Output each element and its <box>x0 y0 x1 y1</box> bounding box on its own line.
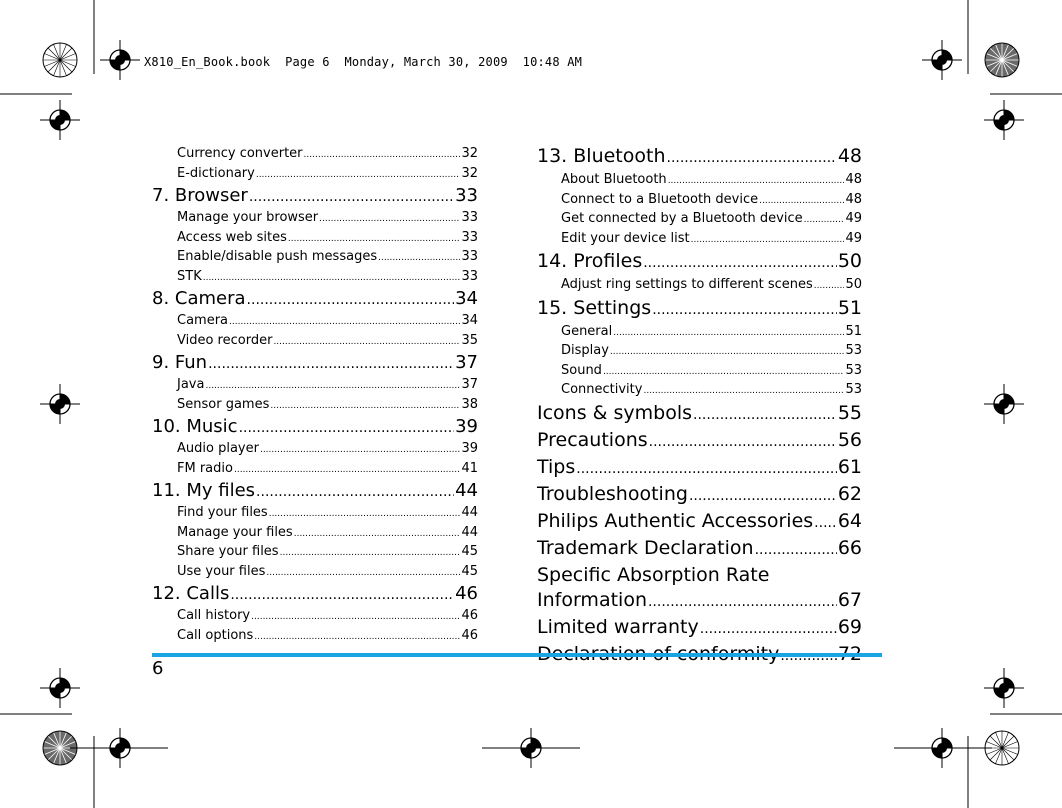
toc-entry-title: Sound <box>561 362 602 378</box>
toc-entry-page: 44 <box>461 505 478 520</box>
toc-entry-title: Share your files <box>177 544 279 559</box>
toc-entry-title: Specific Absorption Rate <box>537 563 770 586</box>
toc-entry-title: 14. Profiles <box>537 250 643 272</box>
toc-entry-title: 13. Bluetooth <box>537 145 666 167</box>
toc-entry-title: Camera <box>177 313 229 328</box>
toc-entry-title: Adjust ring settings to different scenes <box>561 277 813 292</box>
dot-leader <box>319 210 460 229</box>
toc-subentry[interactable] <box>152 563 478 583</box>
toc-entry-page: 66 <box>837 536 862 559</box>
dot-leader <box>247 288 455 312</box>
toc-entry-page: 39 <box>455 416 478 437</box>
dot-leader <box>270 397 460 416</box>
toc-chapter-entry[interactable] <box>152 287 478 312</box>
toc-entry-title: Manage your browser <box>177 210 319 225</box>
toc-subentry[interactable] <box>537 230 862 250</box>
dot-leader <box>249 185 454 209</box>
toc-subentry[interactable] <box>537 210 862 230</box>
toc-entry-page: 35 <box>461 332 478 348</box>
toc-subentry[interactable] <box>152 504 478 524</box>
toc-subentry[interactable] <box>152 248 478 268</box>
toc-subentry[interactable] <box>152 332 478 352</box>
toc-entry-title: About Bluetooth <box>561 172 667 187</box>
dot-leader <box>648 590 837 615</box>
toc-entry-title: Access web sites <box>177 229 287 245</box>
toc-entry-title: FM radio <box>177 460 233 476</box>
dot-leader <box>256 480 454 504</box>
toc-entry-page: 32 <box>461 165 478 181</box>
toc-entry-page: 51 <box>845 323 862 339</box>
toc-entry-title: Find your files <box>177 505 268 520</box>
toc-entry-title: Connectivity <box>561 382 643 397</box>
toc-entry-title: Call options <box>177 627 254 643</box>
toc-subentry[interactable] <box>152 376 478 396</box>
toc-entry-page: 45 <box>461 544 478 559</box>
toc-entry-page: 61 <box>837 455 862 478</box>
toc-entry-title: E-dictionary <box>177 165 255 181</box>
toc-subentry[interactable] <box>537 342 862 362</box>
toc-chapter-entry[interactable] <box>152 479 478 504</box>
dot-leader <box>613 324 844 343</box>
dot-leader <box>689 484 837 509</box>
toc-entry-page: 48 <box>837 145 862 167</box>
dot-leader <box>260 441 461 460</box>
toc-entry-title: General <box>561 323 613 339</box>
toc-entry-page: 67 <box>837 588 862 611</box>
toc-entry-page: 38 <box>461 396 478 412</box>
toc-entry-page: 33 <box>455 185 478 206</box>
toc-entry-page: 41 <box>461 460 478 476</box>
toc-subentry[interactable] <box>537 323 862 343</box>
toc-entry-title: 8. Camera <box>152 288 246 309</box>
toc-chapter-entry[interactable] <box>537 482 862 509</box>
toc-entry-page: 33 <box>461 268 478 284</box>
toc-chapter-entry[interactable] <box>537 563 862 588</box>
dot-leader <box>576 457 837 482</box>
toc-entry-page: 48 <box>845 191 862 207</box>
toc-subentry[interactable] <box>152 524 478 544</box>
dot-leader <box>205 377 460 396</box>
dot-leader <box>814 277 845 296</box>
toc-subentry[interactable] <box>152 209 478 229</box>
dot-leader <box>280 544 461 563</box>
dot-leader <box>239 416 455 440</box>
dot-leader <box>700 617 837 642</box>
toc-subentry[interactable] <box>152 607 478 627</box>
toc-entry-page: 39 <box>461 441 478 456</box>
dot-leader <box>203 269 461 288</box>
dot-leader <box>691 231 845 250</box>
toc-entry-page: 44 <box>455 480 478 501</box>
toc-entry-page: 50 <box>837 250 862 272</box>
toc-entry-page: 69 <box>837 615 862 638</box>
dot-leader <box>755 538 837 563</box>
toc-entry-title: 7. Browser <box>152 185 248 206</box>
toc-entry-page: 32 <box>461 146 478 161</box>
page-number: 6 <box>152 658 164 679</box>
toc-entry-title: Audio player <box>177 441 259 456</box>
toc-subentry[interactable] <box>537 191 862 211</box>
toc-entry-title: 12. Calls <box>152 583 230 604</box>
toc-chapter-entry[interactable] <box>537 428 862 455</box>
dot-leader <box>814 511 837 536</box>
toc-entry-title: 15. Settings <box>537 296 652 319</box>
toc-entry-title: Display <box>561 343 609 358</box>
toc-chapter-entry[interactable] <box>537 509 862 536</box>
toc-entry-title: Currency converter <box>177 146 303 161</box>
dot-leader <box>251 608 460 627</box>
dot-leader <box>269 505 461 524</box>
print-header-stamp: X810_En_Book.book Page 6 Monday, March 30, 2009 10:48 AM <box>144 55 583 69</box>
toc-subentry[interactable] <box>152 145 478 165</box>
dot-leader <box>643 382 844 401</box>
toc-entry-title: Manage your files <box>177 524 293 540</box>
footer-rule <box>152 653 882 657</box>
toc-chapter-entry[interactable] <box>152 415 478 440</box>
toc-subentry[interactable] <box>537 276 862 296</box>
dot-leader <box>603 363 845 382</box>
toc-chapter-entry[interactable] <box>537 588 862 615</box>
toc-subentry[interactable] <box>152 165 478 185</box>
toc-subentry[interactable] <box>152 396 478 416</box>
toc-entry-title: Troubleshooting <box>537 482 688 505</box>
toc-entry-title: Call history <box>177 608 251 623</box>
toc-entry-title: Icons & symbols <box>537 401 693 424</box>
toc-entry-page: 64 <box>837 509 862 532</box>
toc-entry-title: Video recorder <box>177 332 273 348</box>
toc-chapter-entry[interactable] <box>152 582 478 607</box>
dot-leader <box>294 525 461 544</box>
toc-right-column <box>537 144 862 669</box>
toc-entry-title: Edit your device list <box>561 230 690 246</box>
toc-entry-page: 34 <box>455 288 478 309</box>
toc-entry-page: 56 <box>837 428 862 451</box>
toc-subentry[interactable] <box>152 543 478 563</box>
toc-entry-page: 53 <box>845 343 862 358</box>
toc-entry-title: Use your files <box>177 563 266 579</box>
dot-leader <box>273 333 460 352</box>
dot-leader <box>229 313 460 332</box>
toc-chapter-entry[interactable] <box>537 455 862 482</box>
dot-leader <box>652 298 837 323</box>
dot-leader <box>230 583 454 607</box>
toc-chapter-entry[interactable] <box>537 615 862 642</box>
toc-subentry[interactable] <box>152 460 478 480</box>
toc-entry-page: 49 <box>845 211 862 226</box>
toc-entry-title: Enable/disable push messages <box>177 249 378 264</box>
toc-entry-title: Java <box>177 377 205 392</box>
toc-subentry[interactable] <box>152 440 478 460</box>
toc-subentry[interactable] <box>152 312 478 332</box>
toc-chapter-entry[interactable] <box>152 184 478 209</box>
toc-entry-page: 48 <box>845 172 862 187</box>
toc-chapter-entry[interactable] <box>537 249 862 276</box>
dot-leader <box>759 192 844 211</box>
toc-chapter-entry[interactable] <box>537 296 862 323</box>
toc-entry-page: 55 <box>837 401 862 424</box>
toc-entry-page: 62 <box>837 482 862 505</box>
toc-entry-page: 37 <box>461 377 478 392</box>
toc-entry-title: 10. Music <box>152 416 238 437</box>
toc-entry-title: STK <box>177 268 202 284</box>
dot-leader <box>208 352 454 376</box>
toc-entry-title: Sensor games <box>177 396 270 412</box>
dot-leader <box>610 343 845 362</box>
toc-entry-title: Tips <box>537 455 576 478</box>
toc-entry-page: 46 <box>461 608 478 623</box>
toc-entry-title: 9. Fun <box>152 352 208 373</box>
dot-leader <box>234 461 460 480</box>
toc-chapter-entry[interactable] <box>537 144 862 171</box>
toc-entry-page: 50 <box>845 277 862 292</box>
dot-leader <box>668 172 845 191</box>
toc-subentry[interactable] <box>537 362 862 382</box>
toc-entry-page: 53 <box>845 362 862 378</box>
toc-entry-title: Connect to a Bluetooth device <box>561 191 759 207</box>
toc-entry-title: Get connected by a Bluetooth device <box>561 211 803 226</box>
dot-leader <box>256 166 461 185</box>
toc-entry-page: 34 <box>461 313 478 328</box>
toc-entry-page: 45 <box>461 563 478 579</box>
toc-entry-page: 46 <box>461 627 478 643</box>
toc-entry-title: Information <box>537 588 647 611</box>
toc-entry-page: 51 <box>837 296 862 319</box>
toc-entry-page: 49 <box>845 230 862 246</box>
dot-leader <box>378 249 460 268</box>
toc-subentry[interactable] <box>152 229 478 249</box>
toc-subentry[interactable] <box>152 627 478 647</box>
toc-subentry[interactable] <box>152 268 478 288</box>
toc-entry-page: 37 <box>455 352 478 373</box>
toc-subentry[interactable] <box>537 381 862 401</box>
toc-chapter-entry[interactable] <box>537 536 862 563</box>
toc-entry-page: 33 <box>461 210 478 225</box>
dot-leader <box>649 430 837 455</box>
dot-leader <box>254 628 460 647</box>
dot-leader <box>304 146 461 165</box>
toc-entry-page: 46 <box>455 583 478 604</box>
dot-leader <box>266 564 460 583</box>
toc-entry-title: Trademark Declaration <box>537 536 754 559</box>
toc-chapter-entry[interactable] <box>537 401 862 428</box>
toc-entry-title: Precautions <box>537 428 648 451</box>
toc-entry-title: 11. My files <box>152 480 256 501</box>
dot-leader <box>667 146 837 171</box>
toc-subentry[interactable] <box>537 171 862 191</box>
dot-leader <box>643 251 837 276</box>
dot-leader <box>693 403 837 428</box>
toc-left-column <box>152 145 478 646</box>
toc-chapter-entry[interactable] <box>152 351 478 376</box>
toc-entry-page: 33 <box>461 229 478 245</box>
toc-entry-page: 44 <box>461 524 478 540</box>
toc-entry-title: Philips Authentic Accessories <box>537 509 814 532</box>
toc-entry-page: 33 <box>461 249 478 264</box>
toc-entry-page: 53 <box>845 382 862 397</box>
dot-leader <box>288 230 461 249</box>
dot-leader <box>804 211 845 230</box>
toc-entry-title: Limited warranty <box>537 615 699 638</box>
